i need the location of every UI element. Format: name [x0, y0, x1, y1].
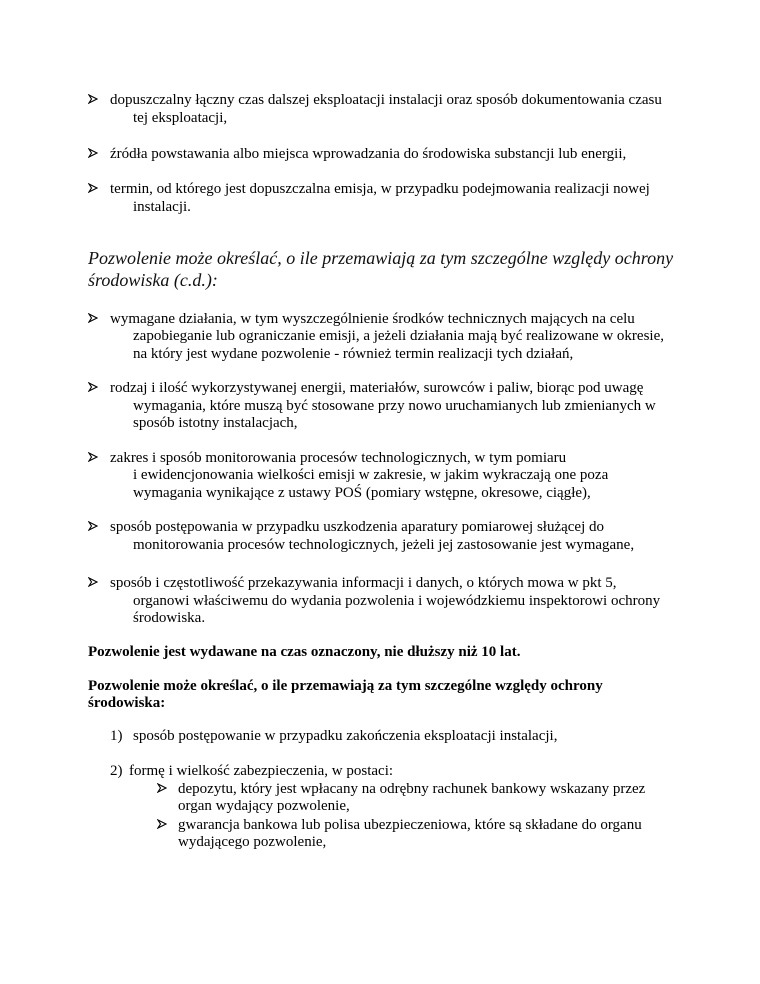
list-item-line: sposób i częstotliwość przekazywania informacji i danych, o których mowa w pkt 5,	[110, 575, 617, 591]
list-item-line: tej eksploatacji,	[133, 110, 228, 126]
list-item-line: sposób postępowania w przypadku uszkodzenia aparatury pomiarowej służącej do	[110, 519, 605, 535]
list-item-line: monitorowania procesów technologicznych, jeżeli jej zastosowanie jest wymagane,	[133, 537, 635, 553]
list-item-line: organ wydający pozwolenie,	[178, 798, 350, 814]
arrow-bullet-icon	[157, 783, 167, 793]
numbered-item-marker: 2)	[110, 763, 123, 779]
list-item-line: wymagane działania, w tym wyszczególnienie środków technicznych mających na celu	[110, 311, 635, 327]
list-item-line: termin, od którego jest dopuszczalna emisja, w przypadku podejmowania realizacji nowej	[110, 181, 650, 197]
arrow-bullet-icon	[88, 313, 98, 323]
arrow-bullet-icon	[88, 148, 98, 158]
list-item-line: organowi właściwemu do wydania pozwolenia i wojewódzkiemu inspektorowi ochrony	[133, 593, 661, 609]
list-item-line: wymagania wynikające z ustawy POŚ (pomiary wstępne, okresowe, ciągłe),	[133, 485, 591, 501]
list-item-line: i ewidencjonowania wielkości emisji w zakresie, w jakim wykraczają one poza	[133, 467, 609, 483]
bold-statement-line: środowiska:	[88, 695, 166, 711]
list-item-line: zapobieganie lub ograniczanie emisji, a jeżeli działania mają być realizowane w okresie,	[133, 328, 664, 344]
section-heading-line: Pozwolenie może określać, o ile przemawiają za tym szczególne względy ochrony	[88, 248, 674, 268]
list-item-line: rodzaj i ilość wykorzystywanej energii, materiałów, surowców i paliw, biorąc pod uwagę	[110, 380, 644, 396]
arrow-bullet-icon	[88, 577, 98, 587]
section-heading-line: środowiska (c.d.):	[88, 270, 218, 290]
bold-statement-line: Pozwolenie może określać, o ile przemawiają za tym szczególne względy ochrony	[88, 678, 603, 694]
list-item-line: źródła powstawania albo miejsca wprowadzania do środowiska substancji lub energii,	[110, 146, 627, 162]
list-item-line: gwarancja bankowa lub polisa ubezpieczeniowa, które są składane do organu	[178, 817, 642, 833]
arrow-bullet-icon	[88, 452, 98, 462]
arrow-bullet-icon	[88, 521, 98, 531]
list-item-line: depozytu, który jest wpłacany na odrębny rachunek bankowy wskazany przez	[178, 781, 646, 797]
list-item-line: instalacji.	[133, 199, 191, 215]
list-item-line: wymagania, które muszą być stosowane przy nowo uruchamianych lub zmienianych w	[133, 398, 656, 414]
bold-statement-validity: Pozwolenie jest wydawane na czas oznaczony, nie dłuższy niż 10 lat.	[88, 644, 521, 660]
list-item-line: dopuszczalny łączny czas dalszej eksploatacji instalacji oraz sposób dokumentowania czasu	[110, 92, 662, 108]
numbered-item-marker: 1)	[110, 728, 123, 744]
list-item-line: na który jest wydane pozwolenie - również termin realizacji tych działań,	[133, 346, 574, 362]
arrow-bullet-icon	[157, 819, 167, 829]
arrow-bullet-icon	[88, 94, 98, 104]
numbered-item-text: formę i wielkość zabezpieczenia, w postaci:	[129, 763, 394, 779]
list-item-line: środowiska.	[133, 610, 206, 626]
numbered-item-text: sposób postępowanie w przypadku zakończenia eksploatacji instalacji,	[133, 728, 558, 744]
list-item-line: zakres i sposób monitorowania procesów technologicznych, w tym pomiaru	[110, 450, 567, 466]
arrow-bullet-icon	[88, 183, 98, 193]
arrow-bullet-icon	[88, 382, 98, 392]
list-item-line: sposób istotny instalacjach,	[133, 415, 298, 431]
list-item-line: wydającego pozwolenie,	[178, 834, 327, 850]
